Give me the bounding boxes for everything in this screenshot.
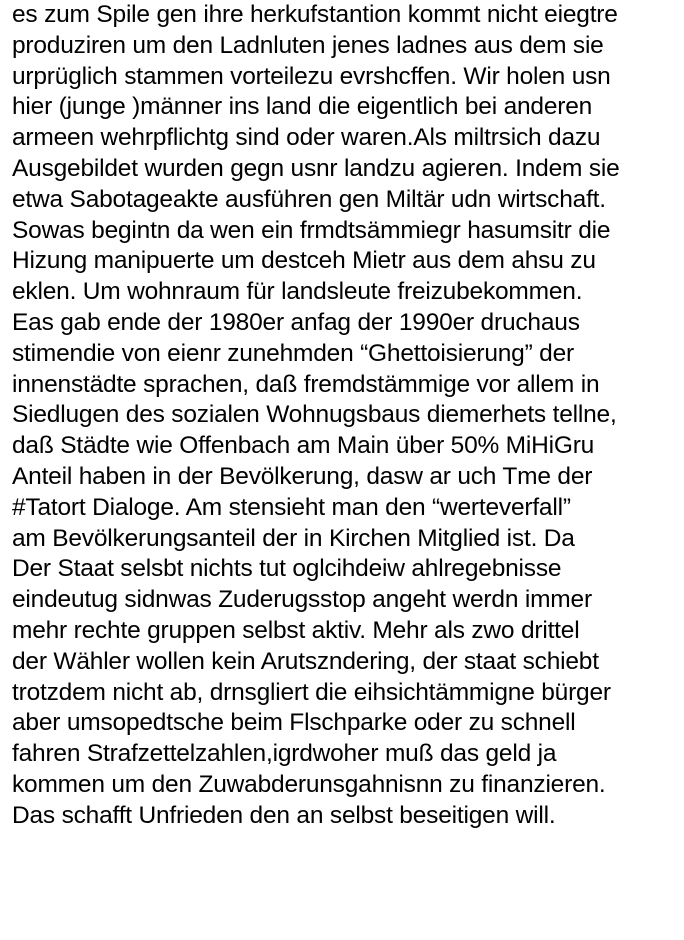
text-line-18: am Bevölkerungsanteil der in Kirchen Mitglied ist. Da	[12, 524, 575, 552]
text-line-27: Das schafft Unfrieden den an selbst beseitigen will.	[12, 801, 556, 829]
text-line-22: der Wähler wollen kein Arutszndering, der staat schiebt	[12, 647, 599, 675]
text-line-13: innenstädte sprachen, daß fremdstämmige vor allem in	[12, 370, 600, 398]
text-line-2: produziren um den Ladnluten jenes ladnes aus dem sie	[12, 31, 604, 59]
text-line-21: mehr rechte gruppen selbst aktiv. Mehr als zwo drittel	[12, 616, 580, 644]
text-line-20: eindeutug sidnwas Zuderugsstop angeht werdn immer	[12, 586, 592, 614]
text-line-14: Siedlugen des sozialen Wohnugsbaus diemerhets tellne,	[12, 401, 617, 429]
text-line-24: aber umsopedtsche beim Flschparke oder zu schnell	[12, 709, 576, 737]
text-line-17: #Tatort Dialoge. Am stensieht man den “werteverfall”	[12, 493, 571, 521]
text-line-7: etwa Sabotageakte ausführen gen Miltär udn wirtschaft.	[12, 185, 606, 213]
text-line-5: armeen wehrpflichtg sind oder waren.Als miltrsich dazu	[12, 124, 601, 152]
text-line-26: kommen um den Zuwabderunsgahnisnn zu finanzieren.	[12, 770, 606, 798]
text-line-9: Hizung manipuerte um destceh Mietr aus dem ahsu zu	[12, 247, 596, 275]
text-line-3: urprüglich stammen vorteilezu evrshcffen. Wir holen usn	[12, 62, 611, 90]
text-line-25: fahren Strafzettelzahlen,igrdwoher muß das geld ja	[12, 740, 557, 768]
text-line-11: Eas gab ende der 1980er anfag der 1990er druchaus	[12, 308, 580, 336]
text-line-19: Der Staat selsbt nichts tut oglcihdeiw ahlregebnisse	[12, 555, 562, 583]
text-line-1: es zum Spile gen ihre herkufstantion kommt nicht eiegtre	[12, 1, 618, 28]
text-line-8: Sowas begintn da wen ein frmdtsämmiegr hasumsitr die	[12, 216, 611, 244]
text-line-15: daß Städte wie Offenbach am Main über 50% MiHiGru	[12, 432, 595, 460]
text-line-12: stimendie von eienr zunehmden “Ghettoisierung” der	[12, 339, 574, 367]
document-text	[12, 0, 680, 832]
text-line-16: Anteil haben in der Bevölkerung, dasw ar uch Tme der	[12, 462, 593, 490]
text-line-23: trotzdem nicht ab, drnsgliert die eihsichtämmigne bürger	[12, 678, 611, 706]
text-line-10: eklen. Um wohnraum für landsleute freizubekommen.	[12, 278, 583, 306]
text-line-6: Ausgebildet wurden gegn usnr landzu agieren. Indem sie	[12, 154, 620, 182]
text-line-4: hier (junge )männer ins land die eigentlich bei anderen	[12, 93, 593, 121]
